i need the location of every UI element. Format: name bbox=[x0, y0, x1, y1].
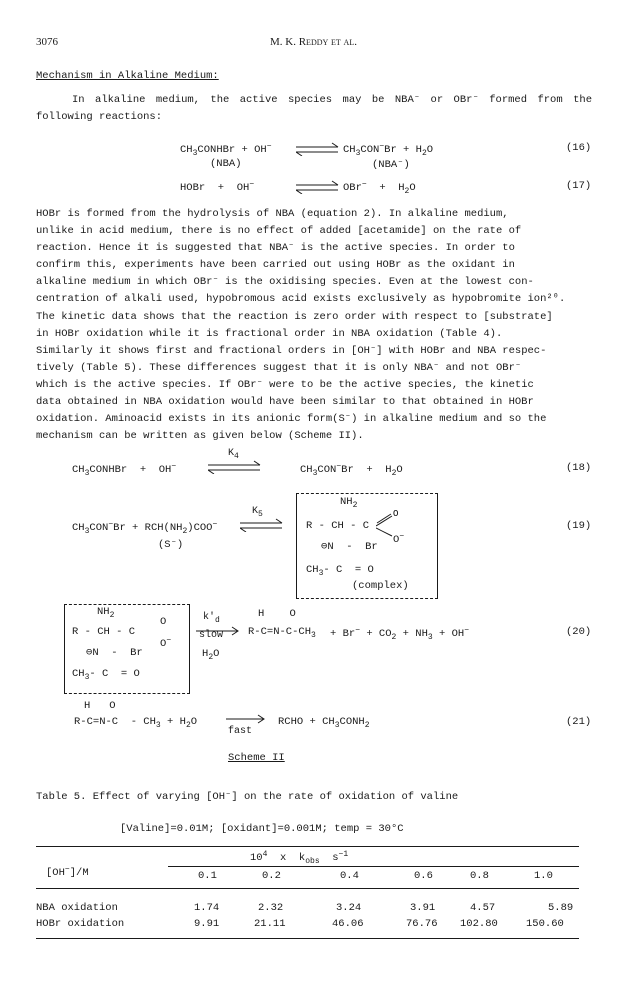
intro-paragraph: In alkaline medium, the active species may be NBA⁻ or OBr⁻ formed from the following reactions: bbox=[36, 94, 592, 124]
eq19-k: $K_5$ bbox=[252, 506, 263, 519]
complex-acetyl: $CH_3-$ C = O bbox=[306, 564, 374, 578]
eq16-lhs: $CH_3CONHBr + OH^-$ bbox=[180, 142, 272, 158]
table-cell: 76.76 bbox=[406, 918, 438, 930]
eq16-rhs-note: (NBA⁻) bbox=[372, 159, 410, 171]
eq21-rhs: RCHO + $CH_3CONH_2$ bbox=[278, 716, 370, 730]
complex-backbone: R - CH - C bbox=[72, 626, 136, 638]
running-head: M. K. Reddy et al. bbox=[270, 36, 357, 48]
table-cell: 3.91 bbox=[410, 902, 436, 914]
complex-backbone: R - CH - C bbox=[306, 520, 370, 532]
page-number: 3076 bbox=[36, 36, 58, 48]
eq17-rhs: $OBr^- + H_2O$ bbox=[343, 180, 416, 196]
conc-cell: 1.0 bbox=[534, 870, 553, 882]
conc-cell: 0.6 bbox=[414, 870, 433, 882]
table-col-header: $10^4$ x $k_{obs}$ $s^{-1}$ bbox=[250, 850, 349, 866]
paragraph-line: in HOBr oxidation while it is fractional order in NBA oxidation (Table 4). bbox=[36, 327, 503, 340]
complex-o-minus: O− bbox=[160, 636, 172, 650]
table-cell: 21.11 bbox=[254, 918, 286, 930]
paragraph-line: tively (Table 5). These differences suggest that it is only NBA⁻ and not OBr⁻ bbox=[36, 361, 522, 374]
equilibrium-arrow bbox=[240, 518, 284, 532]
complex-acetyl: $CH_3-$ C = O bbox=[72, 668, 140, 682]
paragraph-line: data obtained in NBA oxidation would have been similar to that obtained in HOBr bbox=[36, 396, 534, 409]
paragraph-line: Similarly it shows first and fractional orders in [OH⁻] with HOBr and NBA respec- bbox=[36, 344, 547, 357]
table-cell: 2.32 bbox=[258, 902, 284, 914]
eq20-number: (20) bbox=[566, 626, 592, 638]
row-label: HOBr oxidation bbox=[36, 918, 125, 930]
table-cell: 3.24 bbox=[336, 902, 362, 914]
table-rule-header bbox=[36, 888, 579, 889]
paragraph-line: HOBr is formed from the hydrolysis of NBA (equation 2). In alkaline medium, bbox=[36, 208, 509, 220]
eq20-rhs: + $Br^- + CO_2 + NH_3 + OH^-$ bbox=[330, 626, 470, 642]
table-caption: Table 5. Effect of varying [OH⁻] on the rate of oxidation of valine bbox=[36, 791, 459, 803]
eq17-lhs: HOBr + OH− bbox=[180, 180, 255, 194]
equilibrium-arrow bbox=[296, 180, 340, 194]
table-rule-bottom bbox=[36, 938, 579, 939]
table-cell: 9.91 bbox=[194, 918, 220, 930]
paragraph-line: mechanism can be written as given below (Scheme II). bbox=[36, 430, 364, 443]
equilibrium-arrow bbox=[208, 460, 262, 474]
complex-nh2: $NH_2$ bbox=[340, 496, 358, 510]
complex-o: O bbox=[160, 616, 167, 628]
conc-cell: 0.2 bbox=[262, 870, 281, 882]
scheme-caption: Scheme II bbox=[228, 752, 285, 764]
table-cell: 150.60 bbox=[526, 918, 564, 930]
paragraph-line: confirm this, experiments have been carried out using HOBr as the oxidant in bbox=[36, 259, 515, 272]
table-cell: 5.89 bbox=[548, 902, 574, 914]
table-cell: 4.57 bbox=[470, 902, 496, 914]
conc-cell: 0.1 bbox=[198, 870, 217, 882]
eq20-reagent: $H_2O$ bbox=[202, 648, 220, 662]
paragraph-line: alkaline medium in which OBr⁻ is the oxidising species. Even at the lowest con- bbox=[36, 276, 534, 289]
paragraph-line: which is the active species. If OBr⁻ were to be the active species, the kinetic bbox=[36, 378, 534, 391]
eq16-rhs: $CH_3CON^-Br + H_2O$ bbox=[343, 142, 434, 158]
complex-n: ⊖N - Br bbox=[86, 647, 143, 659]
eq21-lhs: $R-C=N-C - CH_3 + H_2O$ bbox=[74, 716, 198, 730]
table-cell: 46.06 bbox=[332, 918, 364, 930]
eq20-k-note: slow bbox=[199, 630, 224, 641]
complex-o-minus: O− bbox=[393, 532, 405, 546]
table-cell: 102.80 bbox=[460, 918, 498, 930]
paragraph-line: centration of alkali used, hypobromous acid exists exclusively as hypobromite ion²⁰. bbox=[36, 293, 566, 306]
row-label: NBA oxidation bbox=[36, 902, 118, 914]
section-title: Mechanism in Alkaline Medium: bbox=[36, 70, 219, 82]
table-rule-top bbox=[36, 846, 579, 847]
eq18-lhs: $CH_3CONHBr + OH^-$ bbox=[72, 462, 177, 478]
eq18-number: (18) bbox=[566, 462, 592, 474]
eq19-lhs-note: (S⁻) bbox=[158, 539, 184, 551]
eq18-rhs: $CH_3CON^-Br + H_2O$ bbox=[300, 462, 403, 478]
equilibrium-arrow bbox=[296, 142, 340, 156]
conc-cell: 0.4 bbox=[340, 870, 359, 882]
amide-h-o: H O bbox=[258, 608, 296, 620]
eq20-k: $k'_d$ bbox=[203, 612, 220, 625]
amide-h-o: H O bbox=[84, 700, 116, 712]
eq21-number: (21) bbox=[566, 716, 592, 728]
eq16-number: (16) bbox=[566, 142, 592, 154]
paragraph-line: oxidation. Aminoacid exists in its anionic form(S⁻) in alkaline medium and so the bbox=[36, 413, 547, 426]
eq19-lhs: $CH_3CON^-Br + RCH(NH_2)COO^-$ bbox=[72, 520, 218, 536]
complex-nh2: $NH_2$ bbox=[97, 606, 115, 620]
table-row-header: [OH−]/M bbox=[46, 865, 89, 879]
table-conditions: [Valine]=0.01M; [oxidant]=0.001M; temp = 30°C bbox=[120, 823, 404, 835]
conc-cell: 0.8 bbox=[470, 870, 489, 882]
eq19-number: (19) bbox=[566, 520, 592, 532]
paragraph-line: The kinetic data shows that the reaction is zero order with respect to [substrate] bbox=[36, 310, 553, 323]
eq21-arrow-label: fast bbox=[228, 726, 253, 737]
paragraph-line: unlike in acid medium, there is no effect of added [acetamide] on the rate of bbox=[36, 225, 522, 238]
table-cell: 1.74 bbox=[194, 902, 220, 914]
complex-n: ⊖N - Br bbox=[321, 541, 378, 553]
paragraph-line: reaction. Hence it is suggested that NBA⁻ is the active species. In order to bbox=[36, 242, 515, 255]
eq16-lhs-note: (NBA) bbox=[210, 158, 242, 170]
reaction-arrow bbox=[226, 714, 266, 724]
complex-label: (complex) bbox=[352, 580, 409, 592]
table-rule-mid bbox=[168, 866, 579, 867]
svg-text:O: O bbox=[393, 509, 399, 519]
body-paragraph bbox=[36, 206, 565, 445]
reaction-arrow bbox=[196, 626, 240, 636]
eq20-product: $R-C=N-C-CH_3$ bbox=[248, 626, 316, 640]
eq18-k: $K_4$ bbox=[228, 448, 239, 461]
eq17-number: (17) bbox=[566, 180, 592, 192]
